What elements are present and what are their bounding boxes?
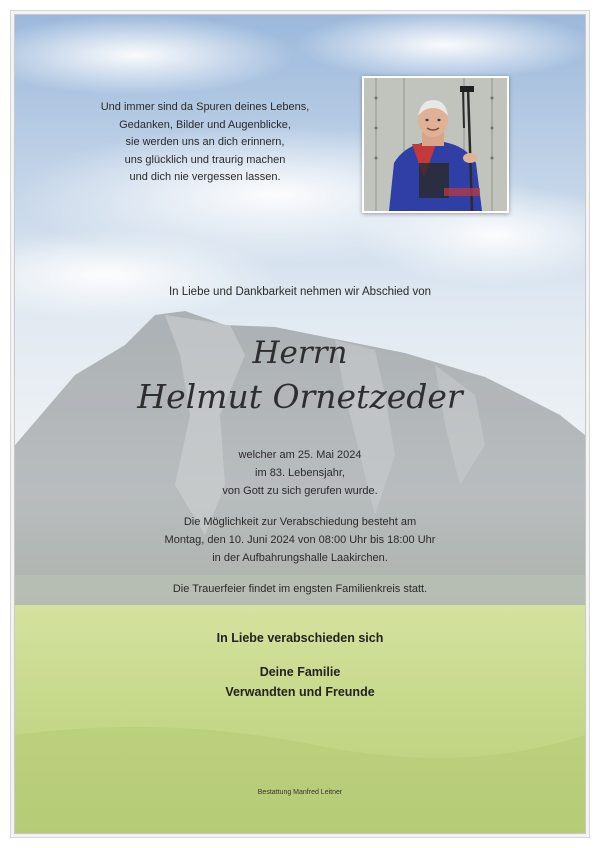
salutation: Herrn (252, 335, 348, 371)
farewell-intro: In Liebe und Dankbarkeit nehmen wir Abschied von (168, 286, 432, 298)
poem-line: und dich nie vergessen lassen. (129, 171, 281, 183)
death-info-line: welcher am 25. Mai 2024 (238, 449, 362, 461)
funeral-note: Die Trauerfeier findet im engsten Familienkreis statt. (172, 583, 428, 595)
memorial-poem (55, 99, 355, 187)
death-info-line: von Gott zu sich gerufen wurde. (222, 485, 378, 497)
mourners (15, 662, 585, 702)
death-info (15, 446, 585, 500)
viewing-line: Montag, den 10. Juni 2024 von 08:00 Uhr bis 18:00 Uhr (164, 534, 436, 546)
viewing-line: in der Aufbahrungshalle Laakirchen. (212, 552, 388, 564)
portrait-photo (362, 76, 509, 213)
mourner-line: Deine Familie (259, 665, 341, 679)
obituary-card (14, 14, 586, 834)
undertaker-credit: Bestattung Manfred Leitner (257, 789, 343, 796)
viewing-info (15, 513, 585, 567)
poem-line: Und immer sind da Spuren deines Lebens, (100, 101, 310, 113)
deceased-name-block (15, 333, 585, 419)
closing-intro: In Liebe verabschieden sich (216, 631, 384, 645)
viewing-line: Die Möglichkeit zur Verabschiedung besteht am (183, 516, 417, 528)
death-info-line: im 83. Lebensjahr, (255, 467, 345, 479)
poem-line: uns glücklich und traurig machen (124, 153, 286, 166)
mourner-line: Verwandten und Freunde (225, 685, 375, 699)
poem-line: Gedanken, Bilder und Augenblicke, (119, 118, 291, 131)
deceased-name: Helmut Ornetzeder (137, 377, 463, 416)
poem-line: sie werden uns an dich erinnern, (125, 136, 285, 148)
